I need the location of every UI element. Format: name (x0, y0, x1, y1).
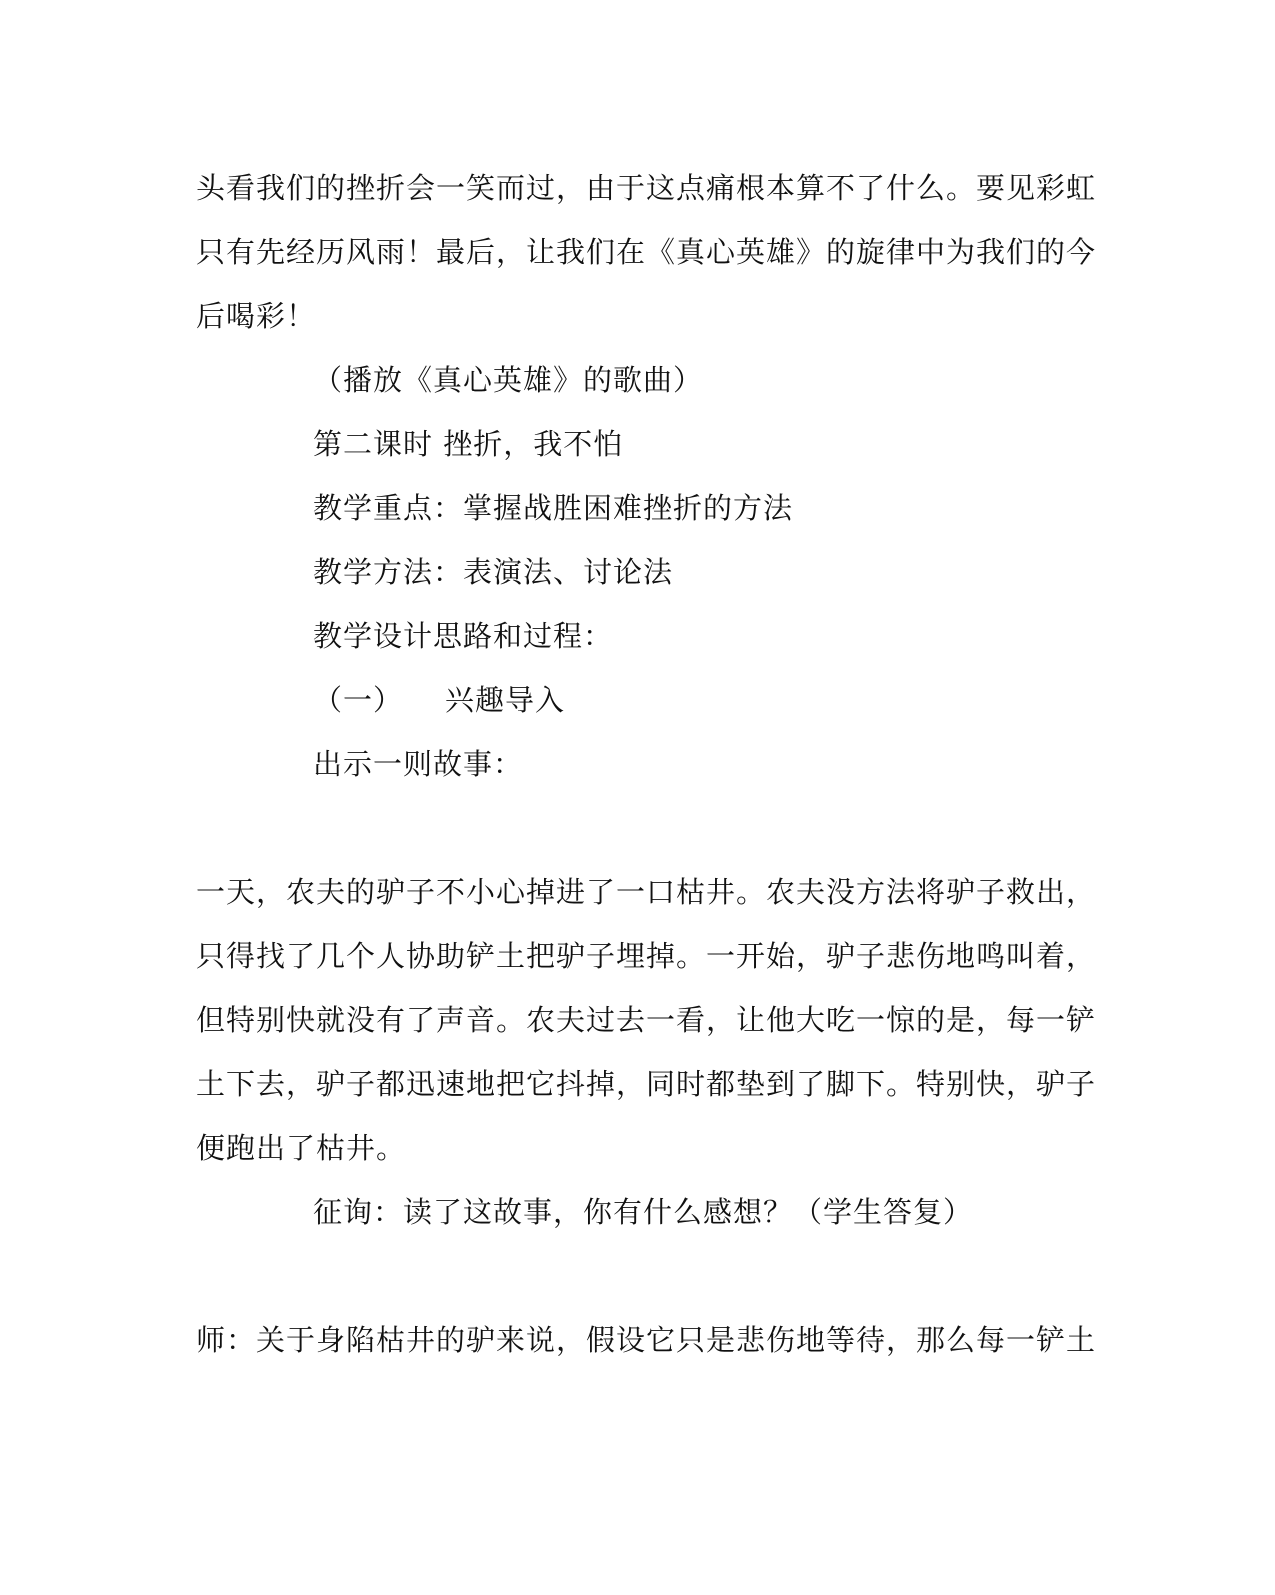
paragraph-line: 后喝彩！ (196, 299, 317, 333)
section-title: 兴趣导入 (445, 683, 566, 717)
story-line: 一天，农夫的驴子不小心掉进了一口枯井。农夫没方法将驴子救出， (196, 875, 1097, 909)
design-heading: 教学设计思路和过程： (313, 619, 614, 653)
story-intro: 出示一则故事： (313, 747, 524, 781)
teacher-line: 师：关于身陷枯井的驴来说，假设它只是悲伤地等待，那么每一铲土 (196, 1323, 1097, 1357)
section-number: （一） (313, 683, 404, 717)
story-line: 便跑出了枯井。 (196, 1131, 407, 1165)
paragraph-line: 头看我们的挫折会一笑而过，由于这点痛根本算不了什么。要见彩虹 (196, 171, 1097, 205)
teaching-method: 教学方法：表演法、讨论法 (313, 555, 674, 589)
section-heading (313, 680, 565, 720)
story-line: 但特别快就没有了声音。农夫过去一看，让他大吃一惊的是，每一铲 (196, 1003, 1097, 1037)
paragraph-line: 只有先经历风雨！最后，让我们在《真心英雄》的旋律中为我们的今 (196, 235, 1097, 269)
story-line: 只得找了几个人协助铲土把驴子埋掉。一开始，驴子悲伤地鸣叫着， (196, 939, 1097, 973)
question: 征询：读了这故事，你有什么感想？（学生答复） (313, 1195, 974, 1229)
lesson-title: 第二课时 挫折，我不怕 (313, 427, 624, 461)
teaching-focus: 教学重点：掌握战胜困难挫折的方法 (313, 491, 794, 525)
story-line: 土下去，驴子都迅速地把它抖掉，同时都垫到了脚下。特别快，驴子 (196, 1067, 1097, 1101)
play-note: （播放《真心英雄》的歌曲） (313, 363, 704, 397)
